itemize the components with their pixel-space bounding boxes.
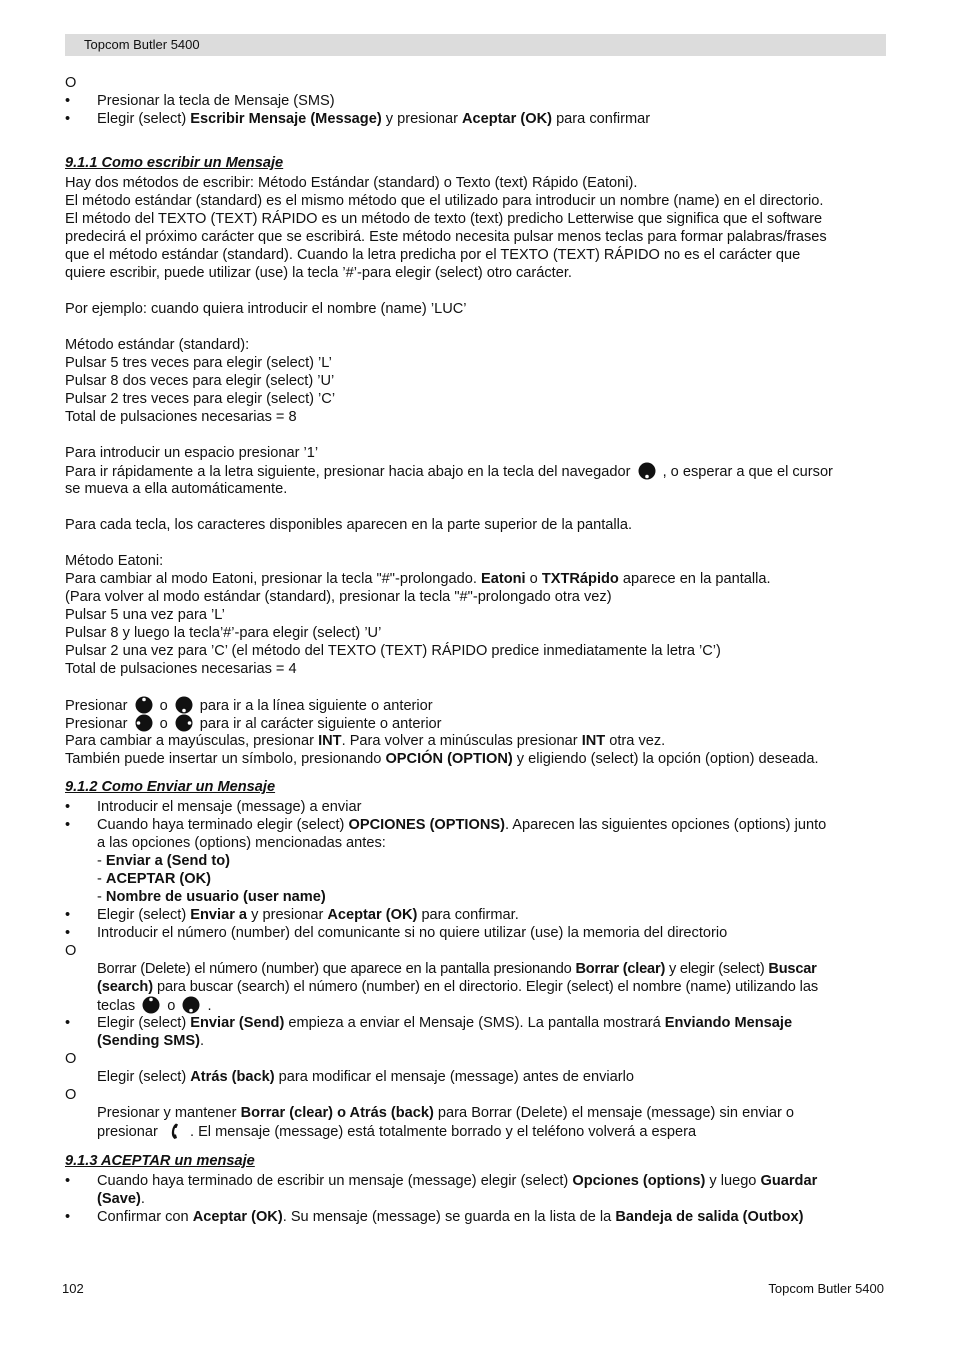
eatoni-line: Pulsar 5 una vez para ’L’	[65, 607, 225, 623]
nav-right-icon	[175, 714, 193, 732]
list-item: • Confirmar con Aceptar (OK). Su mensaje (message) se guarda en la lista de la Bandeja de salida (Outbox)	[65, 1209, 804, 1225]
page-header	[65, 34, 886, 56]
nav-up-icon	[142, 996, 160, 1014]
section-title-9-1-2: 9.1.2 Como Enviar un Mensaje	[65, 779, 276, 795]
list-item: • Introducir el número (number) del comunicante si no quiere utilizar (use) la memoria del directorio	[65, 925, 728, 941]
back-line: Elegir (select) Atrás (back) para modificar el mensaje (message) antes de enviarlo	[97, 1069, 634, 1085]
hold-line: Presionar y mantener Borrar (clear) o Atrás (back) para Borrar (Delete) el mensaje (message) sin enviar o	[97, 1105, 795, 1121]
eatoni-line: Pulsar 2 una vez para ’C’ (el método del TEXTO (TEXT) RÁPIDO predice inmediatamente la letra ’C’)	[65, 643, 721, 659]
paragraph-line: quiere escribir, puede utilizar (use) la tecla ’#’-para elegir (select) otro carácter.	[65, 265, 572, 281]
eatoni-line: Método Eatoni:	[65, 553, 164, 569]
list-item: • Introducir el mensaje (message) a enviar	[65, 799, 362, 815]
list-item-cont: a las opciones (options) mencionadas antes:	[97, 835, 386, 851]
or-line: O	[65, 75, 77, 91]
option-item: - ACEPTAR (OK)	[97, 871, 212, 887]
list-item: • Elegir (select) Escribir Mensaje (Message) y presionar Aceptar (OK) para confirmar	[65, 111, 651, 127]
delete-line: Borrar (Delete) el número (number) que aparece en la pantalla presionando Borrar (clear) y elegir (select) Buscar	[97, 961, 817, 977]
nav-down-icon	[175, 696, 193, 714]
uppercase-line: Para cambiar a mayúsculas, presionar INT. Para volver a minúsculas presionar INT otra vez.	[65, 733, 666, 749]
paragraph-line: Hay dos métodos de escribir: Método Estándar (standard) o Texto (text) Rápido (Eatoni).	[65, 175, 638, 191]
standard-method-line: Pulsar 2 tres veces para elegir (select) ’C’	[65, 391, 336, 407]
symbol-line: También puede insertar un símbolo, presionando OPCIÓN (OPTION) y eligiendo (select) la opción (option) deseada.	[65, 751, 819, 767]
or-line: O	[65, 1051, 77, 1067]
chars-line: Para cada tecla, los caracteres disponibles aparecen en la parte superior de la pantalla.	[65, 517, 633, 533]
example-line: Por ejemplo: cuando quiera introducir el nombre (name) ’LUC’	[65, 301, 467, 317]
section-title-9-1-3: 9.1.3 ACEPTAR un mensaje	[65, 1153, 255, 1169]
space-line: Para introducir un espacio presionar ’1’	[65, 445, 319, 461]
nav-up-icon	[135, 696, 153, 714]
press-updown-line: Presionar o para ir a la línea siguiente o anterior	[65, 698, 433, 714]
navigator-line: Para ir rápidamente a la letra siguiente, presionar hacia abajo en la tecla del navegador , o esperar a que el cursor	[65, 464, 833, 480]
list-item: • Cuando haya terminado de escribir un mensaje (message) elegir (select) Opciones (options) y luego Guardar	[65, 1173, 818, 1189]
or-line: O	[65, 943, 77, 959]
option-item: - Nombre de usuario (user name)	[97, 889, 326, 905]
nav-left-icon	[135, 714, 153, 732]
list-item: • Elegir (select) Enviar (Send) empieza a enviar el Mensaje (SMS). La pantalla mostrará Enviando Mensaje	[65, 1015, 793, 1031]
paragraph-line: predecirá el próximo carácter que se escribirá. Este método necesita pulsar menos teclas para formar palabras/frases	[65, 229, 827, 245]
standard-method-line: Pulsar 5 tres veces para elegir (select) ’L’	[65, 355, 332, 371]
standard-method-line: Pulsar 8 dos veces para elegir (select) ’U’	[65, 373, 335, 389]
page-number: 102	[62, 1281, 84, 1296]
delete-line: teclas o .	[97, 998, 212, 1014]
delete-line: (search) para buscar (search) el número (number) en el directorio. Elegir (select) el nombre (name) utilizando las	[97, 979, 819, 995]
eatoni-line: (Para volver al modo estándar (standard), presionar la tecla "#"-prolongado otra vez)	[65, 589, 612, 605]
navigator-line: se mueva a ella automáticamente.	[65, 481, 288, 497]
page-content	[65, 74, 885, 1226]
standard-method-line: Total de pulsaciones necesarias = 8	[65, 409, 297, 425]
option-item: - Enviar a (Send to)	[97, 853, 230, 869]
eatoni-line: Pulsar 8 y luego la tecla’#’-para elegir (select) ’U’	[65, 625, 382, 641]
paragraph-line: El método del TEXTO (TEXT) RÁPIDO es un método de texto (text) predicho Letterwise que significa que el software	[65, 211, 823, 227]
list-item: • Presionar la tecla de Mensaje (SMS)	[65, 93, 335, 109]
list-item-cont: (Save).	[97, 1191, 145, 1207]
list-item-cont: (Sending SMS).	[97, 1033, 205, 1049]
list-item: • Cuando haya terminado elegir (select) OPCIONES (OPTIONS). Aparecen las siguientes opciones (options) junto	[65, 817, 827, 833]
or-line: O	[65, 1087, 77, 1103]
nav-down-icon	[638, 462, 656, 480]
eatoni-line: Total de pulsaciones necesarias = 4	[65, 661, 297, 677]
paragraph-line: que el método estándar (standard). Cuando la letra predicha por el TEXTO (TEXT) RÁPIDO no es el carácter que	[65, 247, 801, 263]
paragraph-line: El método estándar (standard) es el mismo método que el utilizado para introducir un nombre (name) en el directorio.	[65, 193, 824, 209]
eatoni-line: Para cambiar al modo Eatoni, presionar la tecla "#"-prolongado. Eatoni o TXTRápido aparece en la pantalla.	[65, 571, 771, 587]
nav-down-icon	[182, 996, 200, 1014]
section-title-9-1-1: 9.1.1 Como escribir un Mensaje	[65, 155, 284, 171]
hold-line: presionar . El mensaje (message) está totalmente borrado y el teléfono volverá a espera	[97, 1124, 697, 1140]
phone-handset-icon	[165, 1122, 183, 1140]
header-title: Topcom Butler 5400	[84, 37, 200, 52]
press-leftright-line: Presionar o para ir al carácter siguiente o anterior	[65, 716, 442, 732]
standard-method-line: Método estándar (standard):	[65, 337, 250, 353]
list-item: • Elegir (select) Enviar a y presionar Aceptar (OK) para confirmar.	[65, 907, 519, 923]
footer-title: Topcom Butler 5400	[768, 1281, 884, 1296]
